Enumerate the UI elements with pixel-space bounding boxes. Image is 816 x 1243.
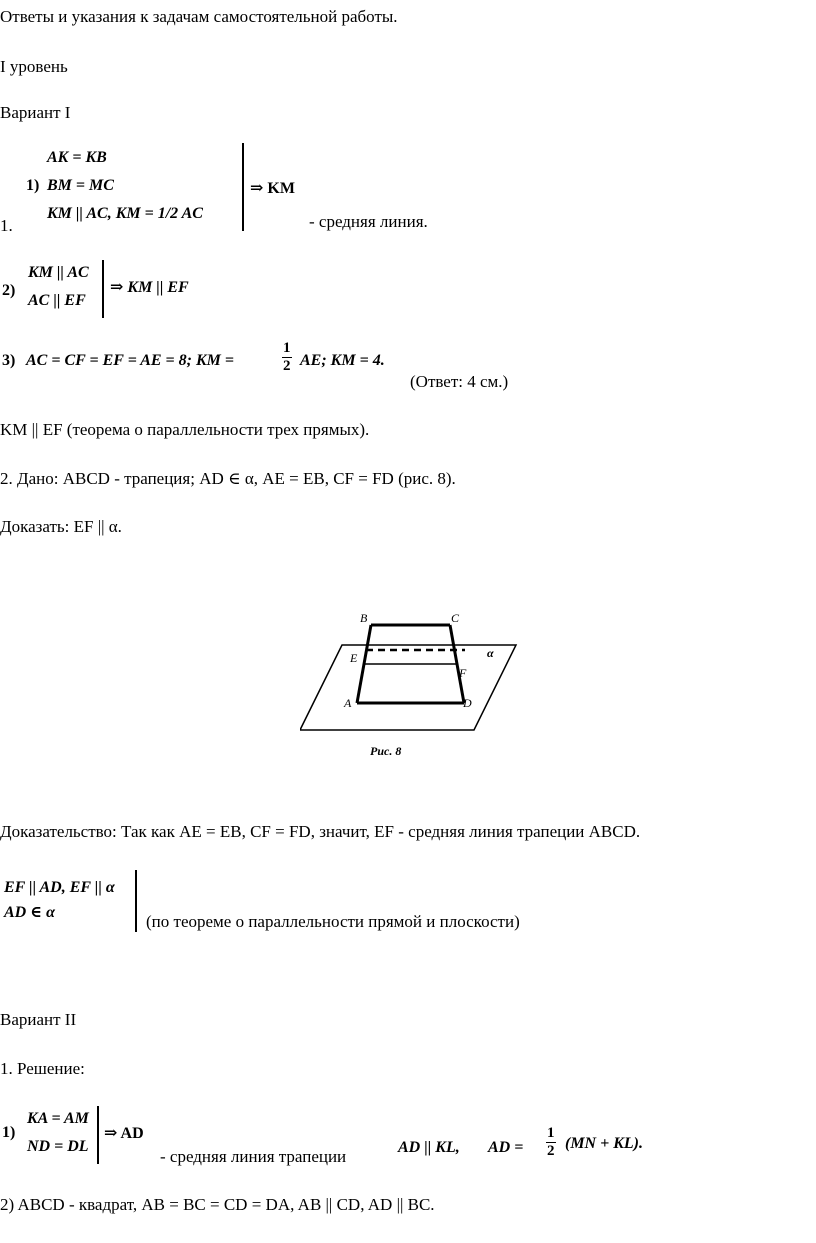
block-line1: EF || AD, EF || α xyxy=(4,879,115,896)
label-d: D xyxy=(463,696,472,710)
brace-bar xyxy=(242,143,244,231)
step2-line2: AC || EF xyxy=(28,292,86,309)
v2-step1-expr-c: (MN + KL). xyxy=(565,1135,643,1152)
label-c: C xyxy=(451,611,460,625)
label-e: E xyxy=(350,651,358,665)
step1-result: ⇒ KM xyxy=(250,180,295,197)
task1-number: 1. xyxy=(0,216,13,235)
step2-result: ⇒ KM || EF xyxy=(110,279,189,296)
variant2-heading: Вариант II xyxy=(0,1010,77,1029)
v2-step1-label: 1) xyxy=(2,1124,16,1141)
step3-fraction xyxy=(282,341,292,374)
figure-caption: Рис. 8 xyxy=(370,744,402,758)
document-title: Ответы и указания к задачам самостоятельной работы. xyxy=(0,7,398,26)
step1-line1: AK = KB xyxy=(47,149,107,166)
step3-expr-a: AC = CF = EF = AE = 8; KM = xyxy=(26,352,235,369)
label-f: F xyxy=(459,666,467,680)
step2-label: 2) xyxy=(2,282,16,299)
figure-trapezoid-plane xyxy=(300,605,520,765)
v2-step1-result: ⇒ AD xyxy=(104,1125,144,1142)
brace-bar xyxy=(97,1106,99,1164)
step1-line3: KM || AC, KM = 1/2 AC xyxy=(47,205,203,222)
v2-step1-line1: KA = AM xyxy=(27,1110,89,1127)
block-line2: AD ∈ α xyxy=(4,904,55,921)
label-b: B xyxy=(360,611,368,625)
label-a: A xyxy=(344,696,352,710)
variant1-heading: Вариант I xyxy=(0,103,71,122)
task2-given: 2. Дано: ABCD - трапеция; AD ∈ α, AE = EB, CF = FD (рис. 8). xyxy=(0,469,456,488)
v2-step1-expr-a: AD || KL, xyxy=(398,1139,460,1156)
variant2-solution: 1. Решение: xyxy=(0,1059,85,1078)
fraction-denominator: 2 xyxy=(547,1143,555,1159)
plane-alpha xyxy=(300,645,516,730)
v2-step2: 2) ABCD - квадрат, AB = BC = CD = DA, AB || CD, AD || BC. xyxy=(0,1195,435,1214)
v2-step1-suffix: - средняя линия трапеции xyxy=(160,1147,347,1166)
task1-conclusion: KM || EF (теорема о параллельности трех прямых). xyxy=(0,420,370,439)
fraction-numerator: 1 xyxy=(547,1125,555,1141)
step3-expr-b: AE; KM = 4. xyxy=(300,352,385,369)
v2-step1-expr-b: AD = xyxy=(488,1139,524,1156)
brace-bar xyxy=(135,870,137,932)
fraction-denominator: 2 xyxy=(283,358,291,374)
fraction-numerator: 1 xyxy=(283,340,291,356)
block-note: (по теореме о параллельности прямой и плоскости) xyxy=(146,912,520,931)
task2-prove: Доказать: EF || α. xyxy=(0,517,122,536)
step2-line1: KM || AC xyxy=(28,264,89,281)
step1-suffix: - средняя линия. xyxy=(309,212,428,231)
step3-answer: (Ответ: 4 см.) xyxy=(410,372,509,391)
step1-label: 1) xyxy=(26,177,40,194)
level-heading: I уровень xyxy=(0,57,68,76)
brace-bar xyxy=(102,260,104,318)
label-alpha: α xyxy=(487,646,494,660)
step1-line2: BM = MC xyxy=(47,177,114,194)
v2-step1-line2: ND = DL xyxy=(27,1138,89,1155)
v2-step1-fraction xyxy=(546,1126,556,1159)
task2-proof: Доказательство: Так как AE = EB, CF = FD, значит, EF - средняя линия трапеции ABCD. xyxy=(0,822,641,841)
step3-label: 3) xyxy=(2,352,16,369)
